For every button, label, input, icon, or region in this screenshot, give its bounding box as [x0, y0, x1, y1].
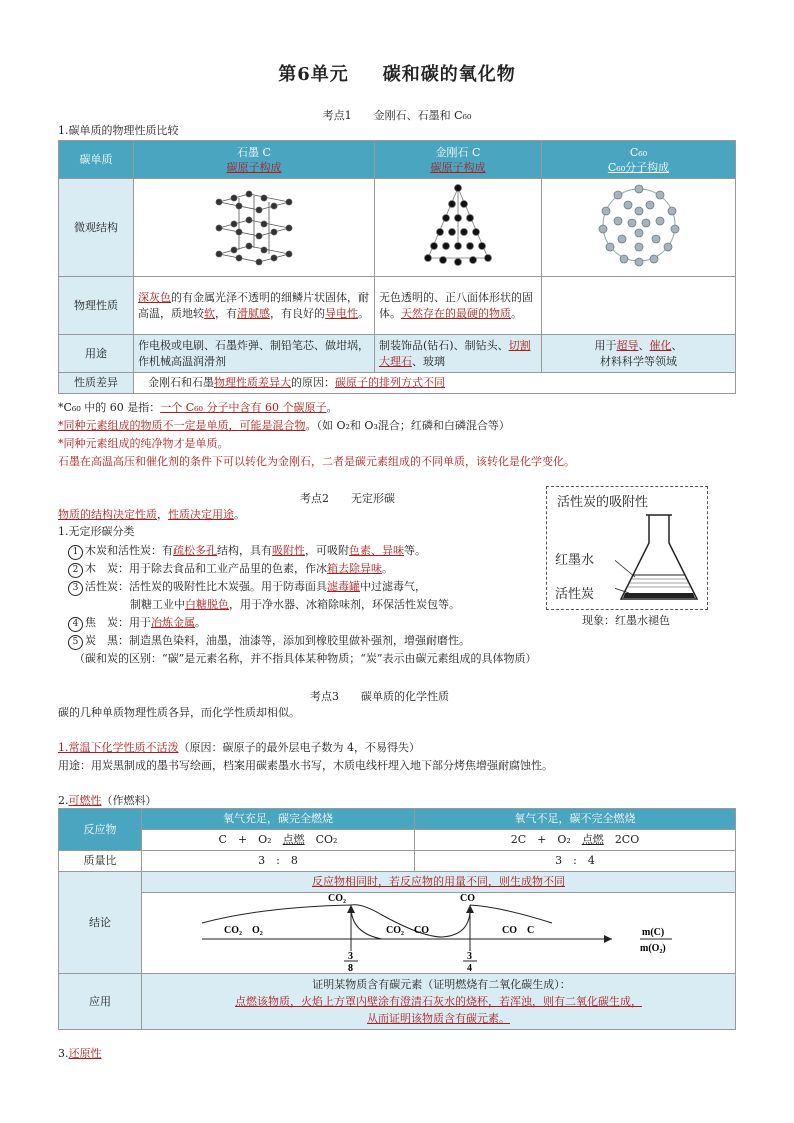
frac1-num: 3: [348, 951, 353, 962]
label-top-co2: CO₂: [328, 893, 346, 904]
equation-partial: 2C + O₂ 点燃 2CO: [415, 830, 736, 851]
section-heading-kd3: 考点3 碳单质的化学性质: [310, 690, 449, 703]
s2-item-2: 2 木 炭：用于除去食品和工业产品里的色素，作冰箱去除异味。: [68, 561, 393, 578]
figure-title: 活性炭的吸附性: [557, 495, 649, 510]
section-heading-kd1: 考点1 金刚石、石墨和 C₆₀: [322, 109, 472, 122]
header-graphite: 石墨 C 碳原子构成: [134, 141, 375, 179]
header-cell: 碳单质: [59, 141, 134, 179]
subheading: 1.碳单质的物理性质比较: [58, 124, 179, 137]
combustion-table: [58, 808, 736, 1030]
s2-intro: 物质的结构决定性质，性质决定用途。: [58, 508, 245, 521]
carbon-allotrope-table: [58, 140, 736, 394]
region-3-label: CO C: [502, 925, 535, 936]
s2-item-1: 1 木炭和活性炭：有疏松多孔结构，具有吸附性，可吸附色素、异味等。: [68, 543, 426, 560]
diff-cell: 金刚石和石墨物理性质差异大的原因：碳原子的排列方式不同: [134, 373, 736, 394]
col-full-combustion: 氧气充足，碳完全燃烧: [142, 809, 415, 830]
region-1-label: CO₂ O₂: [224, 925, 263, 936]
note-1: *C₆₀ 中的 60 是指：一个 C₆₀ 分子中含有 60 个碳原子。: [58, 401, 338, 414]
page-title: 第6单元 碳和碳的氧化物: [278, 64, 516, 85]
ratio-diagram: [142, 893, 736, 974]
s3-heading-2: 2.可燃性（作燃料）: [58, 794, 157, 807]
row-label-phys: 物理性质: [59, 277, 134, 335]
adsorption-figure: [546, 486, 708, 610]
row-label-conclusion: 结论: [59, 872, 142, 974]
frac2-num: 3: [467, 951, 472, 962]
note-4: 石墨在高温高压和催化剂的条件下可以转化为金刚石，二者是碳元素组成的不同单质，该转化是化学变化。: [58, 455, 575, 468]
s2-item-5: 5 炭 黑：制造黑色染料，油墨，油漆等，添加到橡胶里做补强剂，增强耐磨性。: [68, 633, 470, 650]
row-label-reactant: 反应物: [59, 809, 142, 851]
phys-diamond: 无色透明的、正八面体形状的固体。天然存在的最硬的物质。: [375, 277, 542, 335]
s3-use: 用途：用炭黑制成的墨书写绘画，档案用碳素墨水书写，木质电线杆埋入地下部分烤焦增强耐腐蚀性。: [58, 759, 553, 772]
use-graphite: 作电极或电刷、石墨炸弹、制铅笔芯、做坩埚，作机械高温润滑剂: [134, 335, 375, 373]
s2-item-3-cont: 制糖工业中白糖脱色，用于净水器、冰箱除味剂，环保活性炭包等。: [130, 598, 460, 611]
s3-heading-3: 3.还原性: [58, 1047, 102, 1060]
label-red-ink: 红墨水: [555, 553, 595, 568]
s3-intro: 碳的几种单质物理性质各异，而化学性质却相似。: [58, 706, 300, 719]
axis-denominator: m(O₂): [640, 943, 666, 954]
label-top-co: CO: [460, 893, 475, 904]
frac1-den: 8: [348, 963, 353, 973]
header-diamond: 金刚石 C 碳原子构成: [375, 141, 542, 179]
axis-numerator: m(C): [642, 927, 665, 938]
s2-note: （碳和炭的区别：“碳”是元素名称，并不指具体某种物质；“炭”表示由碳元素组成的具体物质）: [74, 652, 537, 665]
flask-icon: [615, 513, 703, 605]
mass-full: 3 : 8: [142, 851, 415, 872]
use-diamond: 制装饰品(钻石)、制钻头、切割大理石、玻璃: [375, 335, 542, 373]
phys-graphite: 深灰色的有金属光泽不透明的细鳞片状固体，耐高温，质地较软，有滑腻感，有良好的导电性。: [134, 277, 375, 335]
conclusion-text: 反应物相同时，若反应物的用量不同，则生成物不同: [142, 872, 736, 893]
diamond-structure-image: [375, 179, 542, 277]
graphite-structure-image: [134, 179, 375, 277]
note-3: *同种元素组成的纯净物才是单质。: [58, 437, 229, 450]
s3-heading-1: 1.常温下化学性质不活泼（原因：碳原子的最外层电子数为 4，不易得失）: [58, 741, 420, 754]
note-2: *同种元素组成的物质不一定是单质，可能是混合物。（如 O₂和 O₃混合；红磷和白磷混合等）: [58, 419, 510, 432]
application-text: 证明某物质含有碳元素（证明燃烧有二氧化碳生成）： 点燃该物质，火焰上方罩内壁涂有澄清石灰水的烧杯，若浑浊，则有二氧化碳生成， 从而证明该物质含有碳元素。: [142, 974, 736, 1030]
header-c60: C₆₀ C₆₀分子构成: [542, 141, 736, 179]
phys-c60: [542, 277, 736, 335]
section-heading-kd2: 考点2 无定形碳: [300, 492, 395, 505]
col-partial-combustion: 氧气不足，碳不完全燃烧: [415, 809, 736, 830]
equation-full: C + O₂ 点燃 CO₂: [142, 830, 415, 851]
s2-heading: 1.无定形碳分类: [58, 525, 135, 538]
c60-structure-image: [542, 179, 736, 277]
row-label-micro: 微观结构: [59, 179, 134, 277]
frac2-den: 4: [467, 963, 472, 973]
region-2-label: CO₂ CO: [386, 925, 429, 936]
row-label-mass: 质量比: [59, 851, 142, 872]
row-label-diff: 性质差异: [59, 373, 134, 394]
mass-partial: 3 : 4: [415, 851, 736, 872]
row-label-use: 用途: [59, 335, 134, 373]
row-label-application: 应用: [59, 974, 142, 1030]
use-c60: 用于超导、催化、 材料科学等领域: [542, 335, 736, 373]
s2-item-4: 4 焦 炭：用于冶炼金属。: [68, 615, 206, 632]
adsorption-phenomenon: 现象：红墨水褪色: [582, 614, 670, 627]
label-activated-carbon: 活性炭: [555, 587, 595, 602]
s2-item-3: 3 活性炭：活性炭的吸附性比木炭强。用于防毒面具滤毒罐中过滤毒气，: [68, 579, 426, 596]
